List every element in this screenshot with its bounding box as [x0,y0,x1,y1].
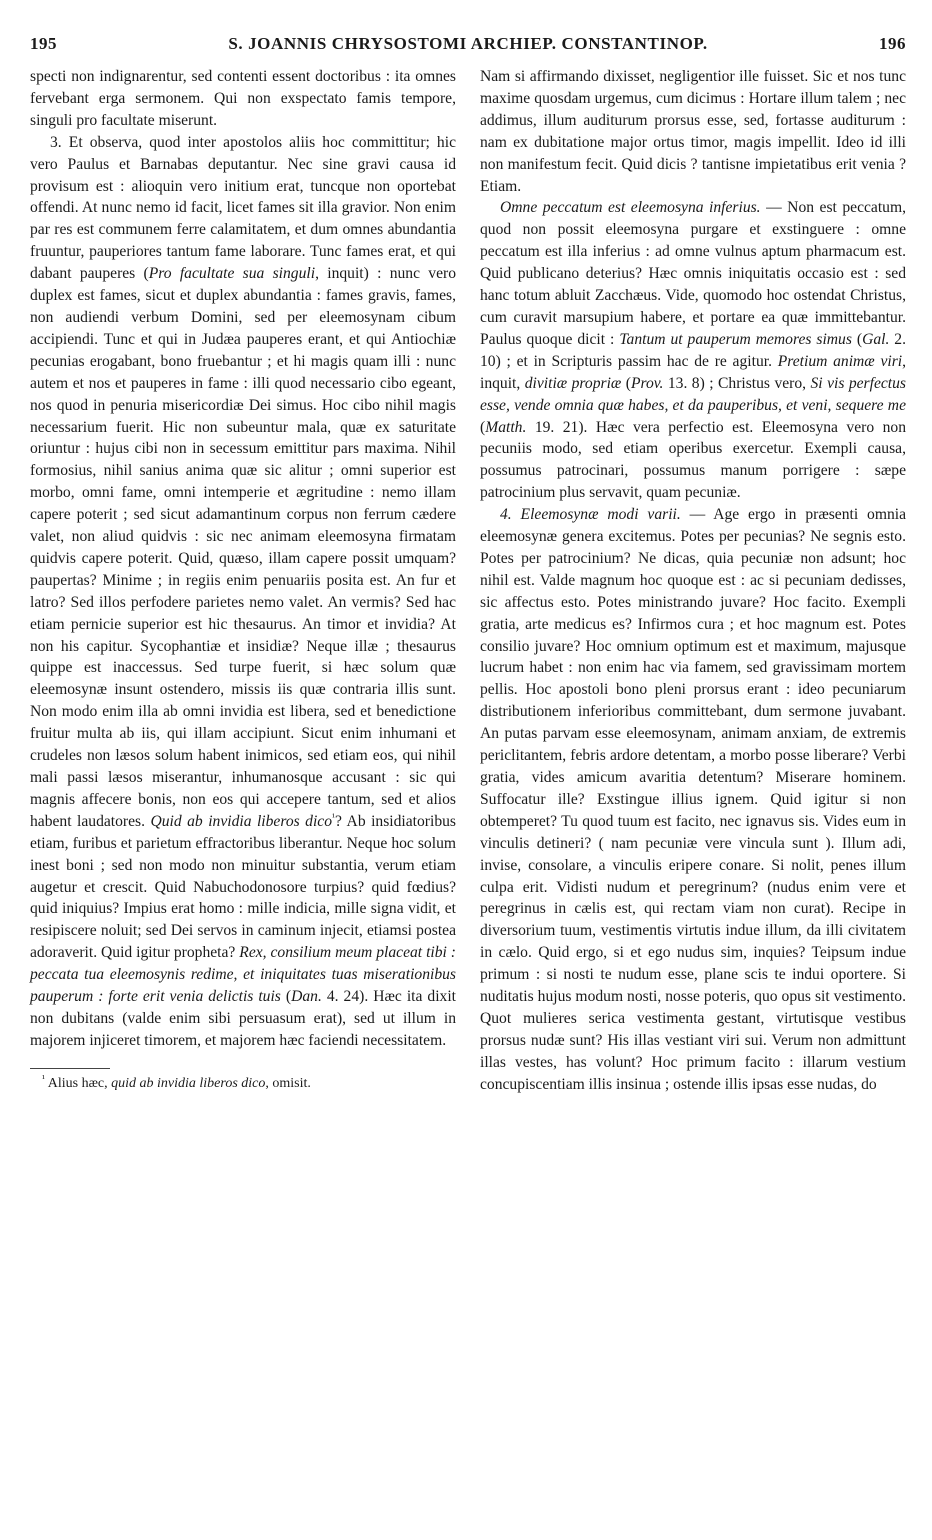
left-p2-text-a: 3. Et observa, quod inter apostolos aliis hoc committitur; hic vero Paulus et Barnabas deputantur. Nec sine gravi causa id provisum est : alioquin vero initium erat, tuncque non oportebat offendi. At nunc nemo id facit, licet fames sit illa gravior. Non enim par res est communem ferre calamitatem, et dum omnes abundantia fruuntur, pauperiores tantum fame laborare. Tunc fames erat, et qui dabant pauperes ( [30,133,456,283]
left-p2-italic-quote: Pro facultate sua singuli [148,265,316,283]
right-page-number: 196 [879,34,906,53]
right-column [480,66,906,1096]
right-p2-italic-f: Pretium animæ viri [777,352,903,370]
right-paragraph-1: Nam si affirmando dixisset, negligentior ille fuisset. Sic et nos tunc maxime quosdam urgemus, cum dicimus : Hortare illum talem ; nec addimus, illum auditurum prorsus esse, sed, fortasse auditurum : nam ex dubitatione major ortus timor, magis impellit. Ideo id illi non manifestum fecit. Quid dicis ? tantisne impietatibus erit venia ? Etiam. [480,68,906,195]
footnote-reference-mark: ¹ [332,811,336,823]
running-header [30,34,906,64]
right-p2-italic-h: divitiæ propriæ [524,374,622,392]
right-p2-italic-d: Gal. [862,330,890,348]
right-p2-text-c: ( [851,330,863,348]
right-p2-text-a: — Non est peccatum, quod non possit eleemosyna purgare et exstinguere : omne peccatum est illa inferius : ad omne vulnus aptum pharmacum est. Quid publicano deterius? Hæc omnis iniquitatis occasio est : sed hanc totum abluit Zacchæus. Vide, quomodo hoc ostendat Christus, cum curavit marsupium habere, et portare ea quæ immittebantur. Paulus quoque dicit : [480,199,906,348]
running-title: S. JOANNIS CHRYSOSTOMI ARCHIEP. CONSTANTINOP. [228,34,708,53]
footnote-italic: quid ab invidia liberos dico [111,1075,266,1091]
right-p3-heading: 4. Eleemosynæ modi varii. [500,506,681,524]
right-p2-text-e: 2. 10) ; et in Scripturis passim hac de re agitur. [480,330,906,370]
right-p2-text-i: ( [621,374,631,392]
left-p2-italic-citation: Rex, consilium meum placeat tibi : peccata tua eleemosynis redime, et iniquitates tuas miserationibus pauperum : forte erit venia delictis tuis [30,944,456,1006]
footnote-mark: ¹ [42,1073,45,1085]
left-column [30,66,456,1096]
right-p2-italic-l: Si vis perfectus esse, vende omnia quæ habes, et da pauperibus, et veni, sequere me [480,374,906,414]
left-page-number: 195 [30,34,57,53]
left-p2-text-c: , inquit) : nunc vero duplex est fames, sicut et duplex abundantia : fames gravis, fames, non audiendi verbum Domini, sed per eleemosynam cibum accipiendi. Tunc et qui in Judæa pauperes erant, et qui Antiochiæ pecunias erogabant, bono fruebantur ; et hi magis quam illi : nunc autem et nos et pauperes in fame : illi quod necessario cibo egeant, nos quod in penuria misericordiæ Dei simus. Hoc cibo nihil magis necessarium fuerit. Hic non subeuntur mala, quæ ex saturitate oriuntur : hujus cibi non in secessum emittitur pars maxima. Nihil formosius, nihil sanius anima quæ sic alitur ; omni superior est morbo, omni fame, omni intemperie et ægritudine : nemo illam capere poterit ; sed sicut adamantinum corpus non ferrum cædere valet, non aliud quidvis : sic nec animam eleemosyna firmatam quidvis capere poterit. Quid, quæso, illam capere possit umquam? paupertas? Minime ; in regiis enim penuariis posita est. An fur et latro? Sed illos perfodere parietes nemo valet. An vermis? Sed hac etiam pernicie superior est hic thesaurus. An timor et invidia? At non his capitur. Sycophantiæ et insidiæ? Neque illæ ; thesaurus quippe est inaccessus. Sed turpe fuerit, si hæc solum quæ eleemosynæ insunt ostendero, missis iis quæ contraria illis sunt. Non modo enim illa ab omni invidia est libera, sed et benedictione fruitur multa ab iis, qui illam accipiunt. Sicut enim inhumani et crudeles non læsos solum habent inimicos, sed etiam eos, qui nihil mali passi læsos miserantur, inhumanosque accusant : sic qui magnis affecere bonis, non eos qui accepere tantum, sed et alios habent laudatores. [30,265,456,830]
footnote-text-b: , omisit. [265,1075,311,1091]
right-p2-text-g: , inquit, [480,352,907,392]
left-p2-italic-phrase: Quid ab invidia liberos dico [150,812,333,830]
right-p2-italic-b: Tantum ut pauperum memores simus [619,330,852,348]
left-p2-text-i: 4. 24). Hæc ita dixit non dubitans (valde enim sibi persuasum erat), sed ut illum in majorem injiceret timorem, et majorem hæc faciendi necessitatem. [30,988,457,1049]
right-p2-italic-n: Matth. [485,418,527,436]
left-p2-text-g: ( [280,988,292,1006]
right-paragraph-2 [480,197,906,504]
right-p2-text-o: 19. 21). Hæc vera perfectio est. Eleemosyna vero non pecuniis modo, sed etiam operibus exercetur. Exempli causa, possumus patrocinari, possumus manum porrigere : sæpe patrocinium plus servavit, quam pecuniæ. [480,418,906,502]
right-p2-text-k: 13. 8) ; Christus vero, [663,374,811,392]
text-columns [30,66,906,1096]
right-p2-text-m: ( [480,418,486,436]
footnote-rule [30,1068,110,1069]
right-p2-heading: Omne peccatum est eleemosyna inferius. [500,199,761,217]
left-p2-italic-book: Dan. [291,988,322,1006]
footnote-text-a: Alius hæc, [45,1075,112,1091]
left-paragraph-1: specti non indignarentur, sed contenti essent doctoribus : ita omnes fervebant erga sermonem. Qui non exspectato famis tempore, singuli pro facultate miserunt. [30,68,456,129]
footnote [30,1075,456,1093]
right-paragraph-3 [480,504,906,1095]
right-p2-italic-j: Prov. [630,374,664,392]
left-paragraph-2 [30,132,456,1052]
left-p2-text-e: ? Ab insidiatoribus etiam, furibus et parietum effractoribus liberantur. Neque hoc solum inest boni ; sed non modo non minuitur substantia, verum etiam augetur et crescit. Quid Nabuchodonosore turpius? quid fœdius? quid iniquius? Impius erat homo : mille indicia, mille signa vidit, et resipiscere noluit; sed Dei servos in caminum injecit, etiamsi postea adoraverit. Quid igitur propheta? [30,812,456,962]
right-p3-text: — Age ergo in præsenti omnia eleemosynæ genera excitemus. Potes per pecunias? Ne segnis esto. Potes per patrocinium? Ne dicas, quia pecuniæ non adsunt; hoc nihil est. Valde magnum hoc quoque est : ac si pecuniam dedisses, sic affectus esto. Potes ministrando juvare? Hoc facito. Exempli gratia, arte medicus es? Infirmos cura ; et hoc magnum est. Potes consilio juvare? Hoc omnium optimum est et maximum, majusque lucrum habet : non enim hac via famem, sed gravissimam mortem pellis. Hoc apostoli bono pleni prorsus erant : ideo pecuniarum distributionem inferioribus committebant, dum sermone juvabant. An putas parvam esse eleemosynam, animam anxiam, de extremis periclitantem, febris ardore detentam, a morbo posse liberare? Verbi gratia, vides amicum avaritia detentum? Miserare hominem. Suffocatur ille? Exstingue illius ignem. Quid igitur si non obtemperet? Tu quod tuum est facito, nec ignavus sis. Vides eum in vinculis detineri? ( nam pecuniæ vere vincula sunt ). Illum adi, invise, consolare, a vinculis eripere conare. Si nolit, penes illum culpa erit. Vidisti nudum et peregrinum? (nudus enim vere et peregrinus in cælis est, qui rectam viam non curat). Recipe in diversorium tuum, vestimentis virtutis indue illum, da illi civitatem in cælo. Quid ergo, si et ego nudus sim, inquies? Teipsum indue primum : si nosti te nudum esse, plane scis te indui oportere. Si nuditatis hujus modum nosti, nosse poteris, quo opus sit vestimento. Quot mulieres serica vestimenta gestant, virtutisque vestibus prorsus nudæ sunt? His illas vestiant viri sui. Verum non admittunt illas vestes, has volunt? Hoc primum facito : illarum vestium concupiscentiam illis insinua ; ostende illis ipsas esse nudas, do [480,506,907,1093]
